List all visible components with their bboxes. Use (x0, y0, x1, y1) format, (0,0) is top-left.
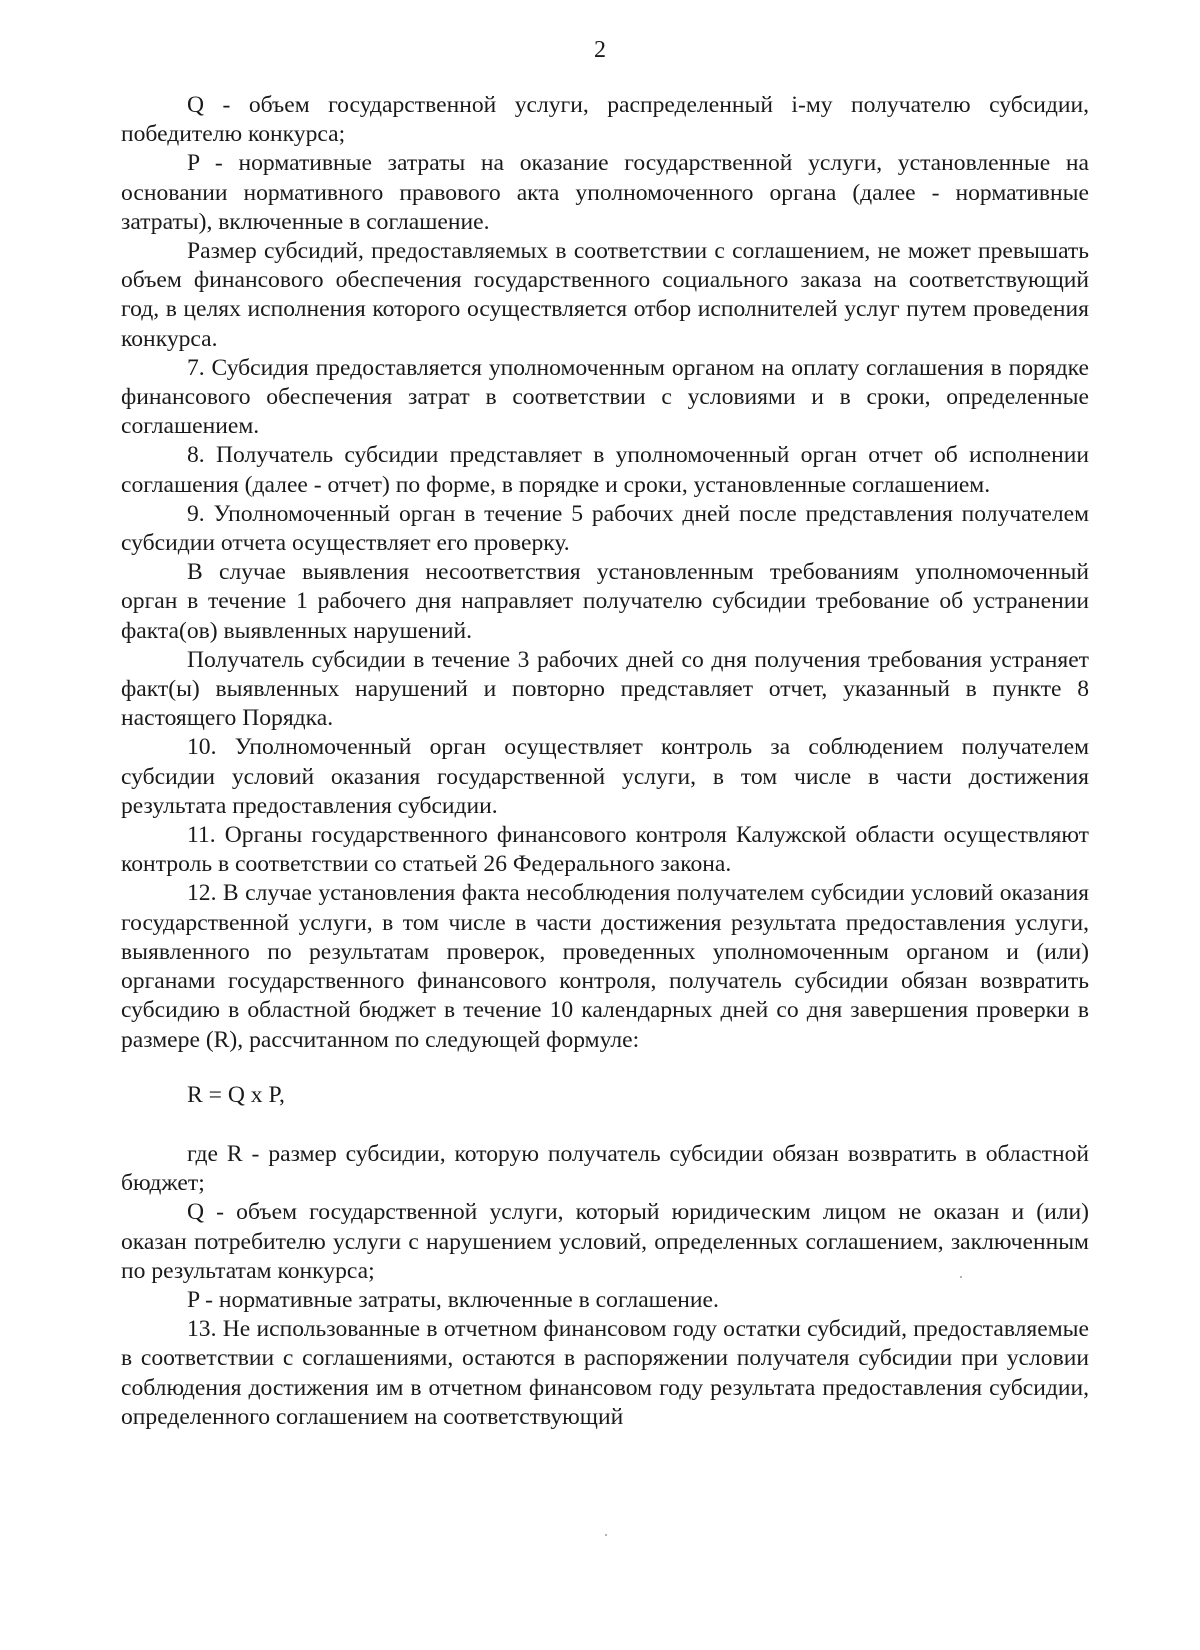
paragraph-item-7: 7. Субсидия предоставляется уполномоченным органом на оплату соглашения в порядке финансового обеспечения затрат в соответствии с условиями и в сроки, определенные соглашением. (121, 354, 1089, 440)
paragraph-item-9-remedy: Получатель субсидии в течение 3 рабочих дней со дня получения требования устраняет факт(ы) выявленных нарушений и повторно представляет отчет, указанный в пункте 8 настоящего Порядка. (121, 646, 1089, 732)
paragraph-p-return-definition: P - нормативные затраты, включенные в соглашение. (187, 1286, 719, 1313)
formula: R = Q x P, (187, 1081, 285, 1108)
scan-speck (605, 1534, 607, 1536)
paragraph-item-8: 8. Получатель субсидии представляет в уполномоченный орган отчет об исполнении соглашения (далее - отчет) по форме, в порядке и сроки, установленные соглашением. (121, 442, 1089, 498)
paragraph-r-definition: где R - размер субсидии, которую получатель субсидии обязан возвратить в областной бюджет; (121, 1140, 1089, 1197)
paragraph-item-10: 10. Уполномоченный орган осуществляет контроль за соблюдением получателем субсидии условий оказания государственной услуги, в том числе в части достижения результата предоставления субсидии. (121, 734, 1089, 819)
paragraph-item-9-violations: В случае выявления несоответствия установленным требованиям уполномоченный орган в течение 1 рабочего дня направляет получателю субсидии требование об устранении факта(ов) выявленных нарушений. (121, 559, 1089, 644)
paragraph-subsidy-size: Размер субсидий, предоставляемых в соответствии с соглашением, не может превышать объем финансового обеспечения государственного социального заказа на соответствующий год, в целях исполнения которого осуществляется отбор исполнителей услуг путем проведения конкурса. (121, 238, 1089, 352)
page-number: 2 (594, 37, 606, 63)
paragraph-item-13: 13. Не использованные в отчетном финансовом году остатки субсидий, предоставляемые в соответствии с соглашениями, остаются в распоряжении получателя субсидии при условии соблюдения достижения им в отчетном финансовом году результата предоставления субсидии, определенного соглашением на соответствующий (121, 1316, 1089, 1430)
paragraph-q-definition: Q - объем государственной услуги, распределенный i-му получателю субсидии, победителю конкурса; (121, 92, 1089, 148)
paragraph-item-9: 9. Уполномоченный орган в течение 5 рабочих дней после представления получателем субсидии отчета осуществляет его проверку. (121, 500, 1089, 557)
paragraph-p-definition: P - нормативные затраты на оказание государственной услуги, установленные на основании нормативного правового акта уполномоченного органа (далее - нормативные затраты), включенные в соглашение. (121, 150, 1089, 235)
paragraph-q-return-definition: Q - объем государственной услуги, который юридическим лицом не оказан и (или) оказан потребителю услуги с нарушением условий, определенных соглашением, заключенным по результатам конкурса; (121, 1199, 1089, 1284)
paragraph-item-12: 12. В случае установления факта несоблюдения получателем субсидии условий оказания государственной услуги, в том числе в части достижения результата предоставления услуги, выявленного по результатам проверок, проведенных уполномоченным органом и (или) органами государственного финансового контроля, получатель субсидии обязан возвратить субсидию в областной бюджет в течение 10 календарных дней со дня завершения проверки в размере (R), рассчитанном по следующей формуле: (121, 880, 1089, 1053)
paragraph-item-11: 11. Органы государственного финансового контроля Калужской области осуществляют контроль в соответствии со статьей 26 Федерального закона. (121, 822, 1089, 878)
document-body (121, 91, 1089, 1432)
scan-speck (960, 1276, 962, 1278)
